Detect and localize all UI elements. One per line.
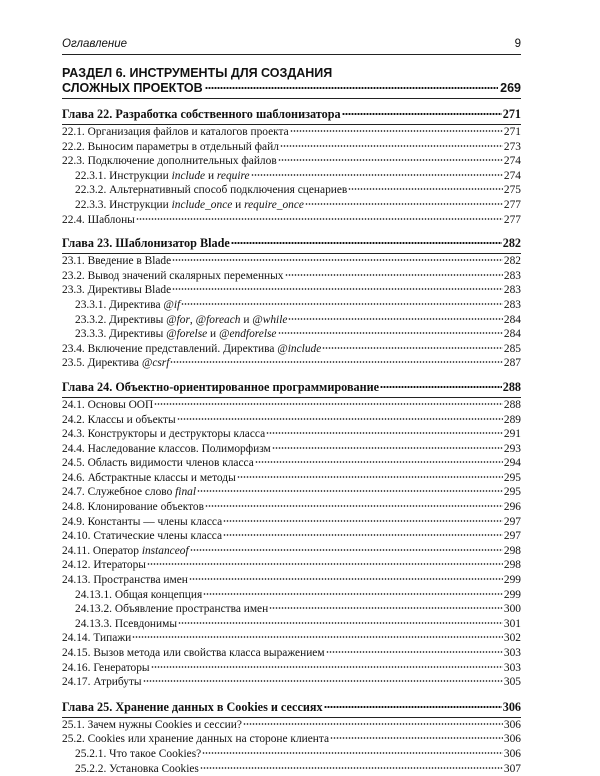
toc-entry[interactable]	[62, 254, 521, 269]
leader-dots	[200, 767, 503, 769]
entry-page: 287	[503, 357, 521, 370]
entry-title	[75, 617, 177, 632]
entry-title	[62, 515, 222, 530]
leader-dots	[269, 607, 503, 609]
leader-dots	[330, 737, 503, 739]
entry-title	[62, 500, 204, 515]
entry-title	[62, 342, 321, 357]
entry-title-text: 23.1. Введение в Blade	[62, 255, 172, 268]
toc-entry[interactable]	[62, 631, 521, 646]
toc-entry[interactable]	[62, 283, 521, 298]
entry-title-text: и	[240, 313, 253, 326]
leader-dots	[272, 447, 503, 449]
entry-title	[75, 762, 199, 776]
leader-dots	[348, 188, 503, 190]
running-header	[62, 36, 521, 55]
toc-subentry[interactable]	[62, 183, 521, 198]
section-leader-dots	[205, 87, 498, 89]
entry-title-text: 23.3.1. Директива	[75, 298, 164, 311]
toc-entry[interactable]	[62, 485, 521, 500]
leader-dots	[380, 386, 502, 388]
entry-title	[62, 471, 236, 486]
entry-title	[62, 573, 188, 588]
entry-page: 283	[503, 284, 521, 297]
entry-title-text: 24.3. Конструкторы и деструкторы класса	[62, 428, 266, 441]
toc-subentry[interactable]	[62, 762, 521, 776]
toc-entry[interactable]	[62, 442, 521, 457]
toc-subentry[interactable]	[62, 169, 521, 184]
toc-entry[interactable]	[62, 413, 521, 428]
entry-page: 300	[503, 603, 521, 616]
leader-dots	[288, 318, 502, 320]
entry-title-text: 24.13.3. Псевдонимы	[75, 617, 177, 630]
leader-dots	[324, 706, 502, 708]
entry-page: 277	[503, 198, 521, 211]
section-page: 269	[500, 81, 521, 95]
entry-title-text: 24.14. Типажи	[62, 632, 132, 645]
entry-page: 303	[503, 661, 521, 674]
entry-title-text: 24.5. Область видимости членов класса	[62, 457, 254, 470]
toc-entry[interactable]	[62, 718, 521, 733]
leader-dots	[223, 520, 503, 522]
leader-dots	[285, 274, 503, 276]
entry-title-text: 24.4. Наследование классов. Полиморфизм	[62, 442, 271, 455]
toc-entry[interactable]	[62, 500, 521, 515]
entry-title-italic: @csrf	[141, 357, 170, 370]
entry-title	[75, 313, 287, 328]
entry-page: 306	[503, 733, 521, 746]
entry-title	[62, 356, 169, 371]
section-title-line2	[62, 81, 521, 96]
toc-entry[interactable]	[62, 573, 521, 588]
entry-title	[62, 661, 150, 676]
entry-title	[62, 413, 176, 428]
entry-page: 301	[503, 617, 521, 630]
entry-page: 299	[503, 574, 521, 587]
entry-title-italic: require_once	[244, 198, 304, 211]
toc-entry[interactable]	[62, 398, 521, 413]
leader-dots	[143, 680, 503, 682]
toc-subentry[interactable]	[62, 313, 521, 328]
toc-entry[interactable]	[62, 269, 521, 284]
toc-entry[interactable]	[62, 675, 521, 690]
chapter-block	[62, 699, 521, 776]
entry-page: 275	[503, 184, 521, 197]
chapter-heading[interactable]	[62, 379, 521, 396]
entry-page: 273	[503, 140, 521, 153]
leader-dots	[290, 130, 503, 132]
leader-dots	[251, 174, 503, 176]
entry-title-text: 24.13.2. Объявление пространства имен	[75, 603, 269, 616]
chapter-title: Глава 24. Объектно-ориентированное программирование	[62, 379, 380, 394]
entry-title-italic: @while	[252, 313, 288, 326]
entry-title-text: 23.3.2. Директивы	[75, 313, 167, 326]
toc-entry[interactable]	[62, 342, 521, 357]
toc-entry[interactable]	[62, 732, 521, 747]
entry-page: 295	[503, 486, 521, 499]
leader-dots	[181, 303, 503, 305]
leader-dots	[189, 578, 503, 580]
entry-title-text: 22.3. Подключение дополнительных файлов	[62, 155, 277, 168]
entry-page: 298	[503, 559, 521, 572]
entry-title-text: ,	[189, 313, 196, 326]
entry-page: 298	[503, 544, 521, 557]
entry-title	[62, 442, 271, 457]
leader-dots	[172, 288, 503, 290]
entry-title	[62, 427, 265, 442]
toc-entry[interactable]	[62, 213, 521, 228]
entry-page: 284	[503, 313, 521, 326]
entry-title	[75, 747, 201, 762]
entry-title	[62, 154, 277, 169]
toc-entry[interactable]	[62, 427, 521, 442]
leader-dots	[197, 490, 503, 492]
entry-page: 277	[503, 213, 521, 226]
chapter-page: 282	[502, 236, 521, 251]
chapter-block	[62, 106, 521, 227]
leader-dots	[231, 242, 502, 244]
entry-title-text: 23.4. Включение представлений. Директива	[62, 342, 278, 355]
entry-title-text: 24.13. Пространства имен	[62, 574, 188, 587]
entry-title-text: 24.1. Основы ООП	[62, 398, 154, 411]
toc-subentry[interactable]	[62, 588, 521, 603]
entry-page: 274	[503, 169, 521, 182]
leader-dots	[136, 218, 503, 220]
leader-dots	[223, 534, 503, 536]
leader-dots	[280, 145, 503, 147]
leader-dots	[177, 418, 503, 420]
entry-title	[62, 544, 189, 559]
entry-title-text: 24.11. Оператор	[62, 544, 142, 557]
chapter-page: 271	[502, 107, 521, 121]
entry-page: 297	[503, 515, 521, 528]
toc-subentry[interactable]	[62, 198, 521, 213]
leader-dots	[326, 651, 503, 653]
chapter-title: Глава 22. Разработка собственного шаблонизатора	[62, 107, 341, 121]
entry-title	[75, 298, 180, 313]
leader-dots	[190, 549, 503, 551]
entry-title-italic: include	[171, 169, 206, 182]
entry-title-text: 24.15. Вызов метода или свойства класса выражением	[62, 647, 325, 659]
entry-title-italic: @include	[277, 342, 322, 355]
entry-page: 274	[503, 155, 521, 168]
entry-title	[75, 198, 304, 213]
entry-page: 284	[503, 328, 521, 341]
entry-title	[62, 398, 153, 413]
entry-title-text: и	[205, 169, 217, 182]
toc-entry[interactable]	[62, 154, 521, 169]
toc-subentry[interactable]	[62, 298, 521, 313]
entry-title-text: и	[207, 328, 219, 341]
entry-title	[62, 283, 171, 298]
toc-subentry[interactable]	[62, 617, 521, 632]
chapter-page: 306	[502, 699, 521, 714]
entry-title-italic: @endforelse	[218, 328, 277, 341]
chapter-heading[interactable]	[62, 106, 521, 123]
entry-title	[62, 732, 329, 747]
entry-page: 271	[503, 126, 521, 138]
entry-title-text: 23.5. Директива	[62, 357, 142, 370]
entry-page: 282	[503, 255, 521, 268]
leader-dots	[243, 723, 503, 725]
entry-title	[62, 125, 289, 140]
entry-title-text: 23.3. Директивы Blade	[62, 284, 172, 297]
entry-title-text: 22.3.1. Инструкции	[75, 169, 172, 182]
chapter-title: Глава 23. Шаблонизатор Blade	[62, 236, 230, 251]
entry-title-italic: instanceof	[141, 544, 189, 557]
entry-title-text: 24.7. Служебное слово	[62, 486, 176, 499]
entry-title	[75, 602, 268, 617]
entry-page: 299	[503, 588, 521, 601]
section-rule	[62, 98, 521, 99]
leader-dots	[151, 666, 503, 668]
entry-title	[75, 183, 347, 198]
entry-page: 303	[503, 647, 521, 659]
entry-title-italic: @foreach	[195, 313, 241, 326]
entry-title	[62, 558, 146, 573]
toc-entry[interactable]	[62, 356, 521, 371]
entry-page: 305	[503, 676, 521, 689]
leader-dots	[170, 361, 502, 363]
leader-dots	[266, 432, 503, 434]
section-heading	[62, 66, 521, 96]
entry-page: 283	[503, 269, 521, 282]
leader-dots	[205, 505, 503, 507]
entry-title-text: и	[232, 198, 245, 211]
toc-entry[interactable]	[62, 456, 521, 471]
leader-dots	[278, 332, 503, 334]
entry-title	[62, 646, 325, 661]
entry-title	[62, 718, 242, 733]
entry-title	[75, 169, 250, 184]
entry-title-text: 23.3.3. Директивы	[75, 328, 167, 341]
entry-page: 306	[503, 747, 521, 760]
leader-dots	[178, 622, 503, 624]
chapter-heading[interactable]	[62, 699, 521, 716]
entry-page: 285	[503, 342, 521, 355]
entry-title	[62, 631, 131, 646]
leader-dots	[305, 203, 503, 205]
entry-page: 296	[503, 501, 521, 514]
leader-dots	[202, 752, 503, 754]
entry-title	[62, 485, 196, 500]
entry-page: 288	[503, 398, 521, 411]
chapter-page: 288	[502, 379, 521, 394]
entry-title-text: 25.2. Cookies или хранение данных на стороне клиента	[62, 733, 330, 746]
entry-page: 297	[503, 530, 521, 543]
entry-title-italic: @if	[163, 298, 181, 311]
entry-page: 293	[503, 442, 521, 455]
entry-title-text: 25.2.2. Установка Cookies	[75, 762, 199, 775]
entry-title-text: 24.9. Константы — члены класса	[62, 515, 223, 528]
toc-entry[interactable]	[62, 558, 521, 573]
leader-dots	[322, 347, 503, 349]
entry-page: 291	[503, 428, 521, 441]
leader-dots	[278, 159, 503, 161]
entry-title	[62, 213, 135, 228]
toc-entry[interactable]	[62, 515, 521, 530]
entry-title	[75, 588, 202, 603]
entry-title	[75, 327, 277, 342]
entry-title-text: 22.1. Организация файлов и каталогов проекта	[62, 126, 289, 138]
leader-dots	[172, 259, 503, 261]
chapter-block	[62, 235, 521, 371]
entry-title	[62, 456, 254, 471]
chapter-block	[62, 379, 521, 690]
entry-title	[62, 140, 279, 155]
leader-dots	[255, 461, 503, 463]
entry-title-text: 24.2. Классы и объекты	[62, 413, 176, 426]
entry-title	[62, 675, 142, 690]
toc-entry[interactable]	[62, 661, 521, 676]
toc-entry[interactable]	[62, 529, 521, 544]
toc-subentry[interactable]	[62, 747, 521, 762]
entry-title-text: 22.2. Выносим параметры в отдельный файл	[62, 140, 279, 153]
entry-title-text: 22.3.2. Альтернативный способ подключения сценариев	[75, 184, 348, 197]
entry-page: 306	[503, 718, 521, 731]
toc-entry[interactable]	[62, 125, 521, 140]
section-title-line1: РАЗДЕЛ 6. ИНСТРУМЕНТЫ ДЛЯ СОЗДАНИЯ	[62, 66, 333, 80]
toc-entry[interactable]	[62, 544, 521, 559]
entry-title	[62, 269, 284, 284]
chapter-title: Глава 25. Хранение данных в Cookies и сессиях	[62, 699, 323, 714]
entry-title-text: 24.8. Клонирование объектов	[62, 501, 205, 514]
entry-title-text: 24.17. Атрибуты	[62, 676, 142, 689]
entry-title-text: 22.4. Шаблоны	[62, 213, 135, 226]
entry-title	[62, 254, 171, 269]
header-title: Оглавление	[62, 38, 127, 50]
toc-entry[interactable]	[62, 471, 521, 486]
toc-entry[interactable]	[62, 646, 521, 661]
leader-dots	[147, 563, 503, 565]
section-title-line2-text: СЛОЖНЫХ ПРОЕКТОВ	[62, 81, 203, 95]
entry-title-text: 24.12. Итераторы	[62, 559, 146, 572]
entry-title-italic: final	[175, 486, 197, 499]
entry-title-italic: include_once	[171, 198, 233, 211]
entry-title	[62, 529, 222, 544]
entry-title-italic: @for	[166, 313, 190, 326]
entry-page: 307	[503, 762, 521, 775]
chapter-heading[interactable]	[62, 235, 521, 252]
entry-page: 289	[503, 413, 521, 426]
leader-dots	[342, 113, 502, 115]
entry-page: 283	[503, 298, 521, 311]
toc-entry[interactable]	[62, 140, 521, 155]
toc-list	[62, 106, 521, 776]
entry-title-italic: @forelse	[166, 328, 208, 341]
toc-subentry[interactable]	[62, 327, 521, 342]
entry-title-italic: require	[216, 169, 250, 182]
entry-page: 294	[503, 457, 521, 470]
entry-page: 295	[503, 471, 521, 484]
entry-title-text: 25.2.1. Что такое Cookies?	[75, 747, 202, 760]
entry-title-text: 24.10. Статические члены класса	[62, 530, 223, 543]
entry-page: 302	[503, 632, 521, 645]
leader-dots	[237, 476, 503, 478]
entry-title-text: 25.1. Зачем нужны Cookies и сессии?	[62, 718, 242, 731]
entry-title-text: 24.13.1. Общая концепция	[75, 588, 203, 601]
leader-dots	[203, 593, 503, 595]
entry-title-text: 24.16. Генераторы	[62, 661, 150, 674]
entry-title-text: 23.2. Вывод значений скалярных переменных	[62, 269, 284, 282]
leader-dots	[132, 636, 503, 638]
toc-subentry[interactable]	[62, 602, 521, 617]
entry-title-text: 22.3.3. Инструкции	[75, 198, 172, 211]
entry-title-text: 24.6. Абстрактные классы и методы	[62, 471, 236, 484]
header-page-number: 9	[514, 38, 521, 50]
leader-dots	[154, 403, 503, 405]
